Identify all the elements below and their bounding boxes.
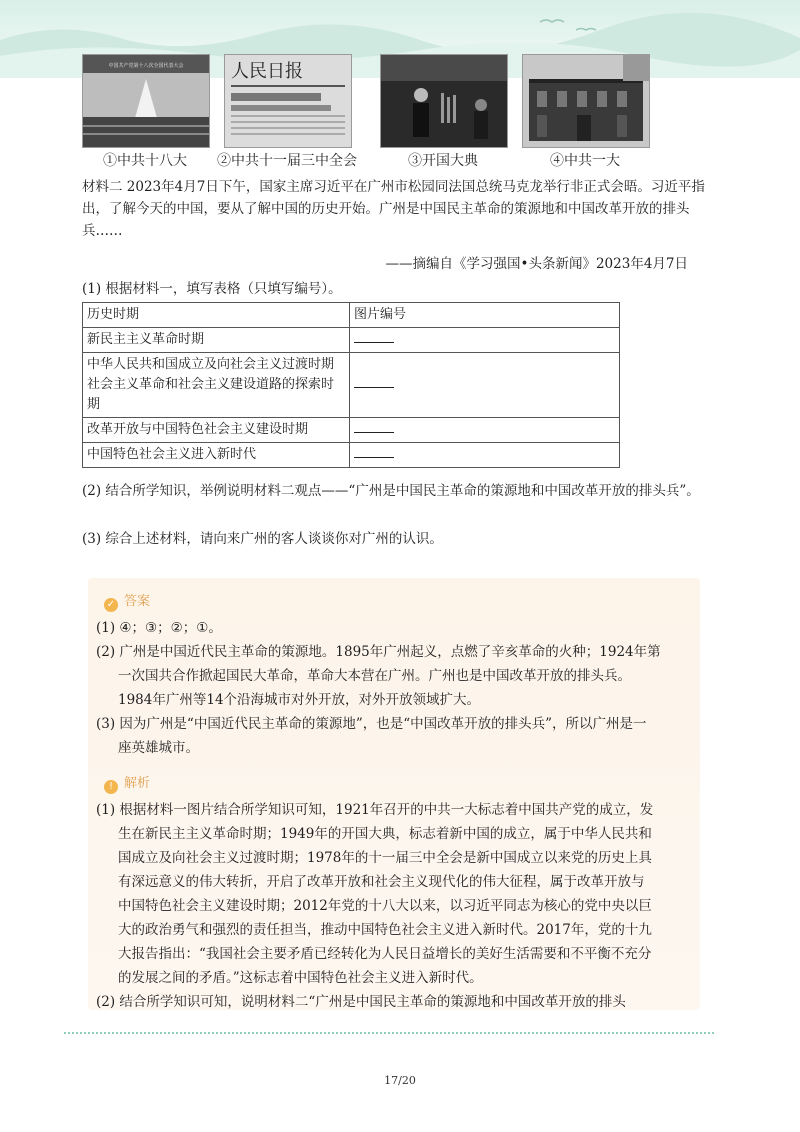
page-number: 17/20 — [384, 1074, 416, 1087]
analysis-label: 解析 — [124, 776, 151, 791]
answer-blank-cell[interactable] — [350, 328, 620, 353]
founding-ceremony-photo — [380, 54, 508, 148]
table-header-row — [83, 303, 620, 328]
analysis-1-line-3: 国成立及向社会主义过渡时期；1978年的十一届三中全会是新中国成立以来党的历史上具 — [118, 850, 652, 866]
lightbulb-icon: ! — [104, 780, 118, 794]
building-photo — [522, 54, 650, 148]
analysis-1-line-1: (1) 根据材料一图片结合所学知识可知，1921年召开的中共一大标志着中国共产党的成立，发 — [96, 802, 654, 818]
period-table — [82, 302, 620, 468]
answer-blank[interactable] — [354, 330, 394, 343]
analysis-1-line-7: 大报告指出：“我国社会主要矛盾已经转化为人民日益增长的美好生活需要和不平衡不充分 — [118, 946, 652, 962]
material2-text: 材料二 2023年4月7日下午，国家主席习近平在广州市松园同法国总统马克龙举行非正式会晤。习近平指出，了解今天的中国，要从了解中国的历史开始。广州是中国民主革命的策源地和中国改革开放的排头兵…… — [82, 179, 705, 239]
footer-divider — [64, 1032, 714, 1034]
question-1: (1) 根据材料一，填写表格（只填写编号）。 — [82, 281, 342, 297]
analysis-1-line-6: 大的政治勇气和强烈的责任担当，推动中国特色社会主义进入新时代。2017年，党的十九 — [118, 922, 652, 938]
congress-hall-photo — [82, 54, 210, 148]
answer-3-line-1: (3) 因为广州是“中国近代民主革命的策源地”，也是“中国改革开放的排头兵”，所以广州是一 — [96, 716, 647, 732]
photo-caption-1: ①中共十八大 — [103, 153, 187, 169]
table-header-number: 图片编号 — [350, 303, 620, 328]
table-cell-period: 改革开放与中国特色社会主义建设时期 — [83, 418, 350, 443]
answer-2-line-3: 1984年广州等14个沿海城市对外开放，对外开放领域扩大。 — [118, 692, 481, 708]
photo-caption-2: ②中共十一届三中全会 — [217, 153, 357, 169]
newspaper-title: 人民日报 — [231, 61, 303, 82]
question-3: (3) 综合上述材料，请向来广州的客人谈谈你对广州的认识。 — [82, 531, 443, 547]
answer-label: 答案 — [124, 594, 151, 609]
answer-2-line-1: (2) 广州是中国近代民主革命的策源地。1895年广州起义，点燃了辛亥革命的火种；1924年第 — [96, 644, 661, 660]
photo-caption-3: ③开国大典 — [408, 153, 478, 169]
answer-blank[interactable] — [354, 375, 394, 388]
answer-blank[interactable] — [354, 420, 394, 433]
answer-blank-cell[interactable] — [350, 418, 620, 443]
banner-text: 中国共产党第十八次全国代表大会 — [108, 63, 184, 69]
table-row — [83, 328, 620, 353]
analysis-1-line-2: 生在新民主主义革命时期；1949年的开国大典，标志着新中国的成立，属于中华人民共和 — [118, 826, 652, 842]
analysis-1-line-4: 有深远意义的伟大转折，开启了改革开放和社会主义现代化的伟大征程，属于改革开放与 — [118, 874, 645, 890]
material2-source: ——摘编自《学习强国•头条新闻》2023年4月7日 — [385, 256, 688, 272]
answer-2-line-2: 一次国共合作掀起国民大革命，革命大本营在广州。广州也是中国改革开放的排头兵。 — [118, 668, 631, 684]
material1-photos — [82, 54, 662, 174]
table-cell-period: 中华人民共和国成立及向社会主义过渡时期社会主义革命和社会主义建设道路的探索时期 — [83, 353, 350, 418]
answer-blank-cell[interactable] — [350, 353, 620, 418]
table-header-period: 历史时期 — [83, 303, 350, 328]
answer-1: (1) ④；③；②；①。 — [96, 620, 222, 636]
answer-blank-cell[interactable] — [350, 443, 620, 468]
analysis-1-line-8: 的发展之间的矛盾。”这标志着中国特色社会主义进入新时代。 — [118, 970, 483, 986]
table-row — [83, 353, 620, 418]
question-2: (2) 结合所学知识，举例说明材料二观点——“广州是中国民主革命的策源地和中国改革开放的排头兵”。 — [82, 483, 700, 499]
analysis-2-line-1: (2) 结合所学知识可知，说明材料二“广州是中国民主革命的策源地和中国改革开放的排头 — [96, 994, 626, 1010]
table-cell-period: 新民主主义革命时期 — [83, 328, 350, 353]
answer-tag — [104, 590, 150, 612]
analysis-tag — [104, 772, 150, 794]
newspaper-photo — [224, 54, 352, 148]
answer-blank[interactable] — [354, 445, 394, 458]
analysis-1-line-5: 中国特色社会主义建设时期；2012年党的十八大以来，以习近平同志为核心的党中央以巨 — [118, 898, 652, 914]
check-icon: ✓ — [104, 598, 118, 612]
answer-3-line-2: 座英雄城市。 — [118, 740, 199, 756]
table-cell-period: 中国特色社会主义进入新时代 — [83, 443, 350, 468]
table-row — [83, 418, 620, 443]
photo-caption-4: ④中共一大 — [550, 153, 620, 169]
table-row — [83, 443, 620, 468]
